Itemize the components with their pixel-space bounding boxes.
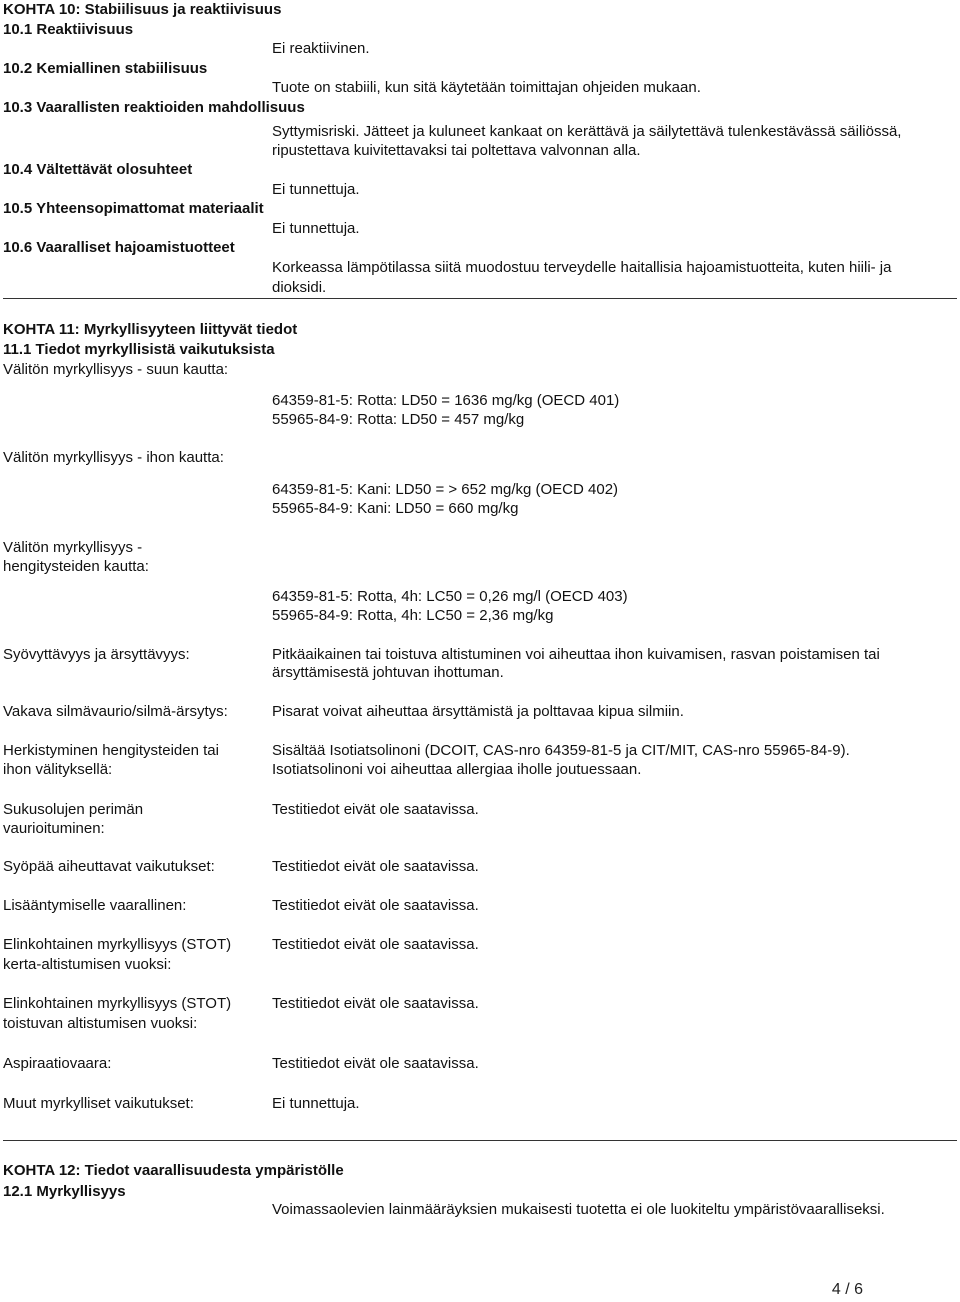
dermal-toxicity-value-1: 64359-81-5: Kani: LD50 = > 652 mg/kg (OECD 402) bbox=[272, 481, 619, 498]
section-12-1-title: 12.1 Myrkyllisyys bbox=[3, 1183, 126, 1200]
section-10-3-text-line1: Syttymisriski. Jätteet ja kuluneet kankaat on kerättävä ja säilytettävä tulenkestävässä säiliössä, bbox=[272, 123, 902, 140]
eye-damage-label: Vakava silmävaurio/silmä-ärsytys: bbox=[3, 703, 228, 720]
corrosion-value-line1: Pitkäaikainen tai toistuva altistuminen voi aiheuttaa ihon kuivamisen, rasvan poistamisen tai bbox=[272, 646, 880, 663]
inhalation-toxicity-value-2: 55965-84-9: Rotta, 4h: LC50 = 2,36 mg/kg bbox=[272, 607, 554, 624]
page-number: 4 / 6 bbox=[831, 1281, 863, 1298]
section-12-heading: KOHTA 12: Tiedot vaarallisuudesta ympäristölle bbox=[3, 1162, 344, 1179]
section-10-6-text-line1: Korkeassa lämpötilassa siitä muodostuu terveydelle haitallisia hajoamistuotteita, kuten hiili- ja bbox=[272, 259, 892, 276]
section-10-3-text-line2: ripustettava kuivitettavaksi tai poltettava valvonnan alla. bbox=[272, 142, 641, 159]
corrosion-value-line2: ärsyttämisestä johtuvan ihottuman. bbox=[272, 664, 504, 681]
dermal-toxicity-value-2: 55965-84-9: Kani: LD50 = 660 mg/kg bbox=[272, 500, 519, 517]
section-10-4-title: 10.4 Vältettävät olosuhteet bbox=[3, 161, 193, 178]
section-11-heading: KOHTA 11: Myrkyllisyyteen liittyvät tiedot bbox=[3, 321, 298, 338]
stot-repeated-label-line1: Elinkohtainen myrkyllisyys (STOT) bbox=[3, 995, 232, 1012]
germ-cell-label-line1: Sukusolujen perimän bbox=[3, 801, 144, 818]
sensitisation-label-line2: ihon välityksellä: bbox=[3, 761, 113, 778]
section-10-heading: KOHTA 10: Stabiilisuus ja reaktiivisuus bbox=[3, 1, 282, 18]
dermal-toxicity-label: Välitön myrkyllisyys - ihon kautta: bbox=[3, 449, 224, 466]
section-10-1-title: 10.1 Reaktiivisuus bbox=[3, 21, 134, 38]
section-10-2-text: Tuote on stabiili, kun sitä käytetään toimittajan ohjeiden mukaan. bbox=[272, 79, 701, 96]
section-10-2-title: 10.2 Kemiallinen stabiilisuus bbox=[3, 60, 208, 77]
section-10-1-text: Ei reaktiivinen. bbox=[272, 40, 370, 57]
section-10-6-text-line2: dioksidi. bbox=[272, 279, 327, 296]
oral-toxicity-label: Välitön myrkyllisyys - suun kautta: bbox=[3, 361, 229, 378]
carcinogenicity-value: Testitiedot eivät ole saatavissa. bbox=[272, 858, 479, 875]
stot-single-label-line1: Elinkohtainen myrkyllisyys (STOT) bbox=[3, 936, 232, 953]
stot-single-label-line2: kerta-altistumisen vuoksi: bbox=[3, 956, 172, 973]
sensitisation-value-line1: Sisältää Isotiatsolinoni (DCOIT, CAS-nro 64359-81-5 ja CIT/MIT, CAS-nro 55965-84-9). bbox=[272, 742, 850, 759]
other-effects-value: Ei tunnettuja. bbox=[272, 1095, 360, 1112]
section-divider bbox=[3, 1140, 957, 1141]
section-10-5-text: Ei tunnettuja. bbox=[272, 220, 360, 237]
inhalation-toxicity-value-1: 64359-81-5: Rotta, 4h: LC50 = 0,26 mg/l (OECD 403) bbox=[272, 588, 628, 605]
section-10-6-title: 10.6 Vaaralliset hajoamistuotteet bbox=[3, 239, 235, 256]
carcinogenicity-label: Syöpää aiheuttavat vaikutukset: bbox=[3, 858, 215, 875]
section-10-3-title: 10.3 Vaarallisten reaktioiden mahdollisuus bbox=[3, 99, 305, 116]
inhalation-toxicity-label-line2: hengitysteiden kautta: bbox=[3, 558, 149, 575]
section-10-5-title: 10.5 Yhteensopimattomat materiaalit bbox=[3, 200, 264, 217]
corrosion-label: Syövyttävyys ja ärsyttävyys: bbox=[3, 646, 190, 663]
oral-toxicity-value-1: 64359-81-5: Rotta: LD50 = 1636 mg/kg (OECD 401) bbox=[272, 392, 620, 409]
oral-toxicity-value-2: 55965-84-9: Rotta: LD50 = 457 mg/kg bbox=[272, 411, 525, 428]
section-11-1-title: 11.1 Tiedot myrkyllisistä vaikutuksista bbox=[3, 341, 275, 358]
sensitisation-label-line1: Herkistyminen hengitysteiden tai bbox=[3, 742, 219, 759]
inhalation-toxicity-label-line1: Välitön myrkyllisyys - bbox=[3, 539, 143, 556]
stot-single-value: Testitiedot eivät ole saatavissa. bbox=[272, 936, 479, 953]
reproductive-value: Testitiedot eivät ole saatavissa. bbox=[272, 897, 479, 914]
stot-repeated-label-line2: toistuvan altistumisen vuoksi: bbox=[3, 1015, 198, 1032]
section-divider bbox=[3, 298, 957, 299]
aspiration-label: Aspiraatiovaara: bbox=[3, 1055, 112, 1072]
reproductive-label: Lisääntymiselle vaarallinen: bbox=[3, 897, 187, 914]
germ-cell-label-line2: vaurioituminen: bbox=[3, 820, 105, 837]
stot-repeated-value: Testitiedot eivät ole saatavissa. bbox=[272, 995, 479, 1012]
sensitisation-value-line2: Isotiatsolinoni voi aiheuttaa allergiaa iholle joutuessaan. bbox=[272, 761, 642, 778]
other-effects-label: Muut myrkylliset vaikutukset: bbox=[3, 1095, 194, 1112]
section-10-4-text: Ei tunnettuja. bbox=[272, 181, 360, 198]
section-12-1-text: Voimassaolevien lainmääräyksien mukaisesti tuotetta ei ole luokiteltu ympäristövaaralliseksi. bbox=[272, 1201, 885, 1218]
germ-cell-value: Testitiedot eivät ole saatavissa. bbox=[272, 801, 479, 818]
aspiration-value: Testitiedot eivät ole saatavissa. bbox=[272, 1055, 479, 1072]
eye-damage-value: Pisarat voivat aiheuttaa ärsyttämistä ja polttavaa kipua silmiin. bbox=[272, 703, 684, 720]
